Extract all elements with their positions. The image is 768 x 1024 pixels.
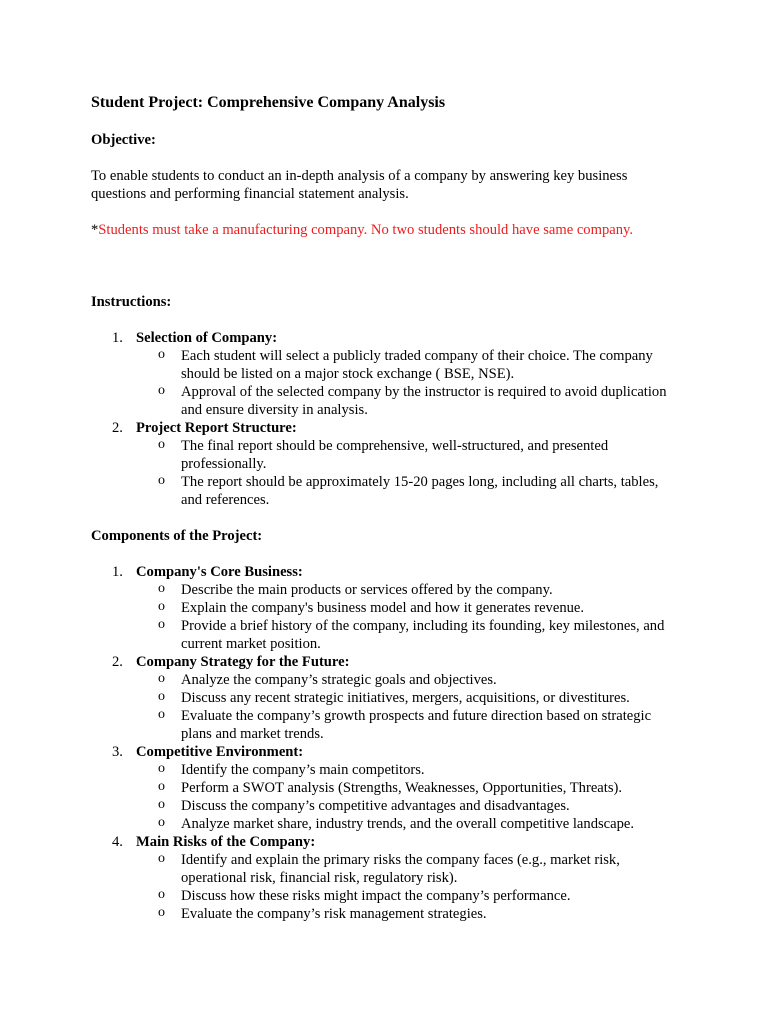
bullet-text: Identify and explain the primary risks the company faces (e.g., market risk, operational risk, financial risk, regulatory risk). bbox=[181, 852, 620, 886]
bullet-icon: o bbox=[158, 617, 165, 632]
item-title: Company's Core Business: bbox=[136, 564, 303, 580]
bullet-text: Evaluate the company’s risk management strategies. bbox=[181, 906, 487, 922]
bullet-item bbox=[136, 581, 676, 599]
bullet-item bbox=[136, 617, 676, 653]
item-title: Competitive Environment: bbox=[136, 744, 304, 760]
bullet-item bbox=[136, 347, 676, 383]
bullet-icon: o bbox=[158, 437, 165, 452]
bullet-icon: o bbox=[158, 383, 165, 398]
bullet-icon: o bbox=[158, 671, 165, 686]
component-item bbox=[0, 563, 768, 653]
bullet-item bbox=[136, 383, 676, 419]
bullet-icon: o bbox=[158, 797, 165, 812]
item-title: Selection of Company: bbox=[136, 330, 278, 346]
item-number: 2. bbox=[112, 654, 123, 670]
bullet-list bbox=[136, 671, 768, 743]
bullet-icon: o bbox=[158, 887, 165, 902]
bullet-item bbox=[136, 851, 676, 887]
document-title: Student Project: Comprehensive Company Analysis bbox=[91, 94, 446, 111]
bullet-icon: o bbox=[158, 473, 165, 488]
bullet-icon: o bbox=[158, 707, 165, 722]
bullet-text: Identify the company’s main competitors. bbox=[181, 762, 425, 778]
bullet-icon: o bbox=[158, 347, 165, 362]
bullet-list bbox=[136, 581, 768, 653]
bullet-list bbox=[136, 437, 768, 509]
bullet-item bbox=[136, 707, 676, 743]
bullet-item bbox=[136, 887, 676, 905]
instruction-item bbox=[0, 329, 768, 419]
bullet-item bbox=[136, 905, 676, 923]
instructions-list bbox=[0, 329, 768, 509]
bullet-text: Discuss the company’s competitive advantages and disadvantages. bbox=[181, 798, 570, 814]
item-number: 1. bbox=[112, 330, 123, 346]
bullet-item bbox=[136, 437, 676, 473]
bullet-list bbox=[136, 851, 768, 923]
bullet-item bbox=[136, 797, 676, 815]
bullet-icon: o bbox=[158, 761, 165, 776]
bullet-text: Describe the main products or services offered by the company. bbox=[181, 582, 553, 598]
bullet-icon: o bbox=[158, 851, 165, 866]
item-title: Company Strategy for the Future: bbox=[136, 654, 350, 670]
components-list bbox=[0, 563, 768, 923]
bullet-icon: o bbox=[158, 599, 165, 614]
bullet-icon: o bbox=[158, 689, 165, 704]
bullet-icon: o bbox=[158, 815, 165, 830]
bullet-text: Analyze market share, industry trends, and the overall competitive landscape. bbox=[181, 816, 635, 832]
bullet-item bbox=[136, 689, 676, 707]
item-number: 2. bbox=[112, 420, 123, 436]
bullet-icon: o bbox=[158, 905, 165, 920]
item-number: 1. bbox=[112, 564, 123, 580]
requirement-note bbox=[91, 221, 633, 239]
bullet-list bbox=[136, 761, 768, 833]
item-title: Main Risks of the Company: bbox=[136, 834, 316, 850]
bullet-text: Each student will select a publicly traded company of their choice. The company should be listed on a major stock exchange ( BSE, NSE). bbox=[181, 348, 653, 382]
bullet-text: Explain the company's business model and how it generates revenue. bbox=[181, 600, 585, 616]
bullet-item bbox=[136, 671, 676, 689]
bullet-text: Evaluate the company’s growth prospects and future direction based on strategic plans and market trends. bbox=[181, 708, 652, 742]
bullet-item bbox=[136, 473, 676, 509]
bullet-item bbox=[136, 779, 676, 797]
components-heading: Components of the Project: bbox=[91, 528, 263, 544]
bullet-icon: o bbox=[158, 581, 165, 596]
component-item bbox=[0, 833, 768, 923]
bullet-text: Discuss any recent strategic initiatives, mergers, acquisitions, or divestitures. bbox=[181, 690, 630, 706]
objective-heading: Objective: bbox=[91, 132, 156, 148]
bullet-text: Perform a SWOT analysis (Strengths, Weaknesses, Opportunities, Threats). bbox=[181, 780, 623, 796]
component-item bbox=[0, 653, 768, 743]
bullet-text: The final report should be comprehensive, well-structured, and presented professionally. bbox=[181, 438, 609, 472]
bullet-text: Discuss how these risks might impact the company’s performance. bbox=[181, 888, 571, 904]
bullet-text: Provide a brief history of the company, including its founding, key milestones, and current market position. bbox=[181, 618, 665, 652]
bullet-list bbox=[136, 347, 768, 419]
bullet-text: The report should be approximately 15-20 pages long, including all charts, tables, and references. bbox=[181, 474, 659, 508]
item-number: 4. bbox=[112, 834, 123, 850]
bullet-item bbox=[136, 815, 676, 833]
bullet-item bbox=[136, 599, 676, 617]
item-number: 3. bbox=[112, 744, 123, 760]
bullet-text: Analyze the company’s strategic goals and objectives. bbox=[181, 672, 497, 688]
item-title: Project Report Structure: bbox=[136, 420, 297, 436]
component-item bbox=[0, 743, 768, 833]
instruction-item bbox=[0, 419, 768, 509]
bullet-icon: o bbox=[158, 779, 165, 794]
note-text: Students must take a manufacturing company. No two students should have same company. bbox=[98, 222, 634, 238]
objective-text: To enable students to conduct an in-depth analysis of a company by answering key business questions and performing financial statement analysis. bbox=[91, 168, 628, 202]
note-asterisk: * bbox=[91, 222, 99, 238]
bullet-text: Approval of the selected company by the instructor is required to avoid duplication and ensure diversity in analysis. bbox=[181, 384, 667, 418]
bullet-item bbox=[136, 761, 676, 779]
instructions-heading: Instructions: bbox=[91, 294, 172, 310]
